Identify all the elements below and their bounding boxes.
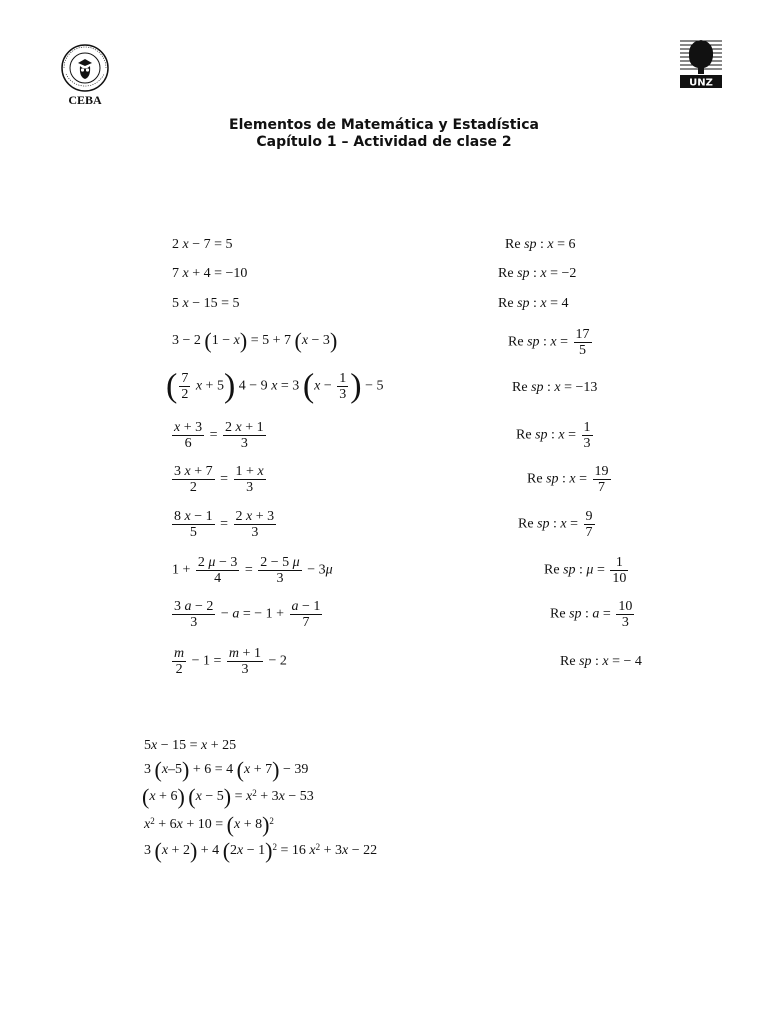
- exercise-10-answer: Re sp : a = $\frac{10}{3}$: [550, 599, 633, 630]
- exercise-3-answer: Re sp : x = 4: [498, 296, 569, 311]
- ceba-label: CEBA: [68, 93, 102, 107]
- university-logo-text: UNZ: [689, 77, 713, 88]
- exercise-9-answer: Re sp : μ = $\frac{1}{10}$: [544, 555, 627, 586]
- extra-exercise-2: 3 (x–5) + 6 = 4 (x + 7) − 39: [144, 756, 309, 782]
- document-subtitle: Capítulo 1 – Actividad de clase 2: [256, 134, 512, 150]
- exercise-11-answer: Re sp : x = − 4: [560, 654, 642, 669]
- exercise-8-equation: $\frac{8 x - 1}{5}$ = $\frac{2 x + 3}{3}$: [174, 509, 275, 540]
- exercise-2-answer: Re sp : x = −2: [498, 266, 577, 281]
- exercise-9-equation: 1 + $\frac{2 \mu - 3}{4}$ = $\frac{2 - 5 \mu}{3}$ − 3μ: [172, 555, 333, 586]
- exercise-4-equation: 3 − 2 (1 − x) = 5 + 7 (x − 3): [172, 327, 338, 353]
- exercise-1-answer: Re sp : x = 6: [505, 237, 576, 252]
- ceba-logo: [56, 44, 114, 94]
- exercise-1-equation: 2 x − 7 = 5: [172, 237, 233, 252]
- exercise-5-answer: Re sp : x = −13: [512, 380, 598, 395]
- exercise-7-equation: $\frac{3 x + 7}{2}$ = $\frac{1 + x}{3}$: [174, 464, 264, 495]
- extra-exercise-5: 3 (x + 2) + 4 $(2x - 1)^2 = 16$ $x^2 + 3x - 22$: [144, 837, 378, 863]
- extra-exercise-3: (x + 6) $(x - 5) = x^2 + 3x - 53$: [142, 783, 314, 809]
- exercise-6-answer: Re sp : x = $\frac{1}{3}$: [516, 420, 591, 451]
- exercise-11-equation: $\frac{m}{2}$ − 1 = $\frac{m + 1}{3}$ − 2: [174, 646, 287, 677]
- extra-exercise-4: $x^2 + 6x + 10 = (x + 8)^2$: [144, 811, 274, 837]
- exercise-5-equation: ( $\frac{7}{2}$ x + 5) 4 − 9 x = 3 (x − $\frac{1}{3}$ ) − 5: [166, 367, 384, 405]
- exercise-7-answer: Re sp : x = $\frac{19}{7}$: [527, 464, 609, 495]
- exercise-4-answer: Re sp : x = $\frac{17}{5}$: [508, 327, 590, 358]
- university-logo: [680, 38, 722, 88]
- extra-exercise-1: 5x − 15 = x + 25: [144, 738, 237, 753]
- exercise-2-equation: 7 x + 4 = −10: [172, 266, 248, 281]
- exercise-3-equation: 5 x − 15 = 5: [172, 296, 240, 311]
- exercise-6-equation: $\frac{x + 3}{6}$ = $\frac{2 x + 1}{3}$: [174, 420, 264, 451]
- document-title: Elementos de Matemática y Estadística: [229, 117, 539, 133]
- ceba-seal-icon: [56, 44, 114, 92]
- exercise-10-equation: $\frac{3 a - 2}{3}$ − a = − 1 + $\frac{a - 1}{7}$: [174, 599, 321, 630]
- tree-logo-icon: [680, 38, 722, 88]
- exercise-8-answer: Re sp : x = $\frac{9}{7}$: [518, 509, 593, 540]
